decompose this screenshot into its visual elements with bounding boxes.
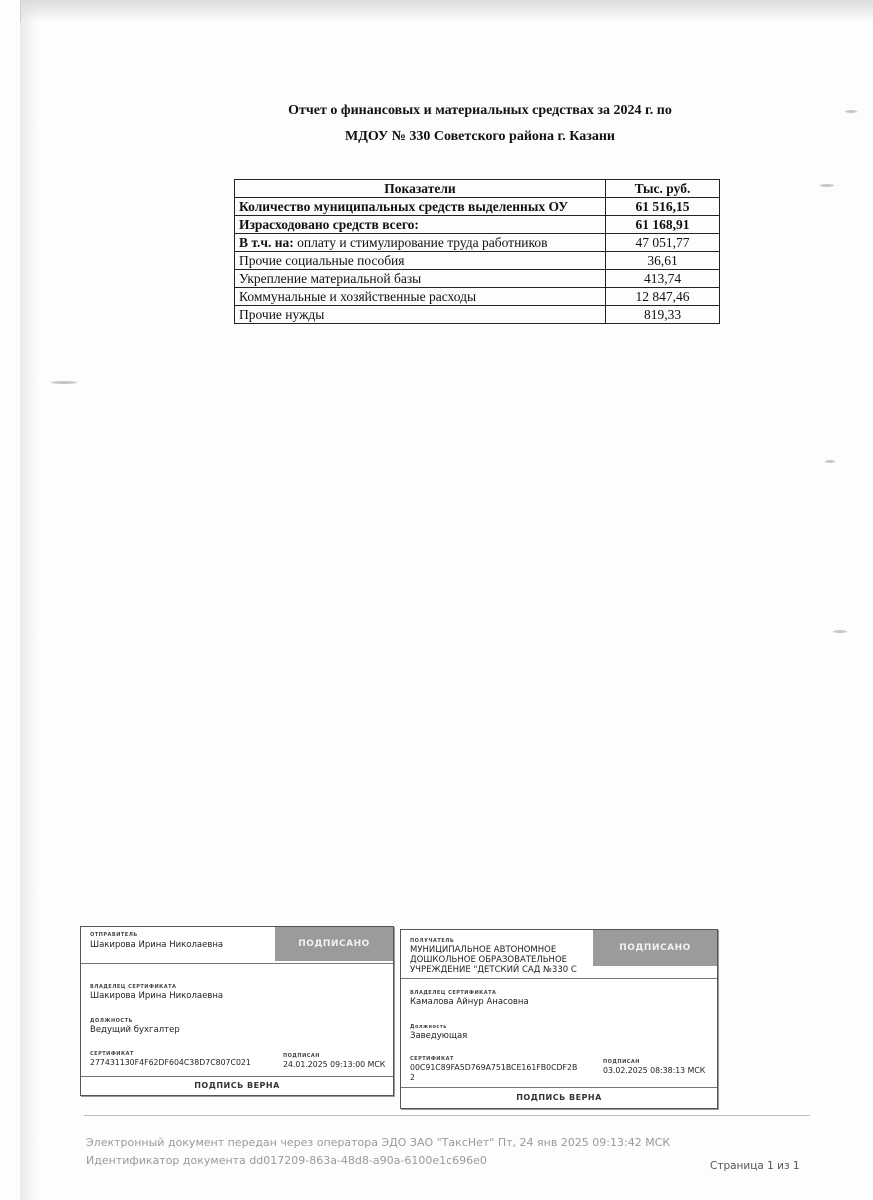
scan-speck	[820, 184, 834, 187]
certificate-number-line1: 00C91C89FA5D769A751BCE161FB0CDF2B	[410, 1063, 578, 1072]
recipient-name-line2: ДОШКОЛЬНОЕ ОБРАЗОВАТЕЛЬНОЕ	[410, 955, 568, 965]
sender-name: Шакирова Ирина Николаевна	[90, 940, 224, 950]
row-label: Коммунальные и хозяйственные расходы	[235, 288, 606, 306]
signed-label: ПОДПИСАН	[283, 1053, 320, 1059]
signed-stamp: ПОДПИСАНО	[275, 927, 393, 961]
table-row	[235, 288, 720, 306]
row-prefix: В т.ч. на:	[239, 234, 294, 250]
certificate-label: СЕРТИФИКАТ	[90, 1051, 134, 1057]
report-title-line2: МДОУ № 330 Советского района г. Казани	[345, 129, 615, 144]
certificate-number: 277431130F4F62DF604C38D7C807C021	[90, 1058, 251, 1067]
footer-divider	[84, 1115, 810, 1116]
recipient-name-line3: УЧРЕЖДЕНИЕ "ДЕТСКИЙ САД №330 С	[410, 965, 577, 975]
certificate-owner: Камалова Айнур Анасовна	[410, 997, 529, 1007]
row-label: Укрепление материальной базы	[235, 270, 606, 288]
position-value: Заведующая	[410, 1031, 468, 1041]
scan-edge-top	[20, 0, 873, 22]
report-title-line1: Отчет о финансовых и материальных средствах за 2024 г. по	[288, 103, 672, 118]
signature-verified: ПОДПИСЬ ВЕРНА	[516, 1093, 602, 1102]
row-label: Израсходовано средств всего:	[235, 216, 606, 234]
header-amount: Тыс. руб.	[606, 180, 720, 198]
sender-signature-card	[80, 926, 394, 1096]
owner-label: ВЛАДЕЛЕЦ СЕРТИФИКАТА	[410, 990, 497, 996]
certificate-owner: Шакирова Ирина Николаевна	[90, 991, 224, 1001]
scan-edge-left	[20, 0, 38, 1200]
owner-label: ВЛАДЕЛЕЦ СЕРТИФИКАТА	[90, 984, 177, 990]
row-value: 819,33	[606, 306, 720, 324]
row-label: Прочие нужды	[235, 306, 606, 324]
row-label-text: оплату и стимулирование труда работников	[293, 234, 548, 250]
certificate-number-line2: 2	[410, 1073, 415, 1082]
scan-speck	[51, 381, 77, 384]
signed-date: 03.02.2025 08:38:13 МСК	[603, 1066, 706, 1075]
table-row	[235, 234, 720, 252]
row-value: 61 168,91	[606, 216, 720, 234]
table-row	[235, 216, 720, 234]
scan-speck	[845, 110, 857, 113]
recipient-signature-card	[400, 929, 718, 1109]
row-label: Количество муниципальных средств выделенных ОУ	[235, 198, 606, 216]
scan-speck	[833, 630, 847, 633]
position-value: Ведущий бухгалтер	[90, 1025, 180, 1035]
table-header-row	[235, 180, 720, 198]
signed-stamp: ПОДПИСАНО	[593, 930, 717, 966]
recipient-name-line1: МУНИЦИПАЛЬНОЕ АВТОНОМНОЕ	[410, 945, 557, 955]
footer-document-id: Идентификатор документа dd017209-863a-48d8-a90a-6100e1c696e0	[86, 1154, 487, 1167]
row-label	[235, 234, 606, 252]
table-row	[235, 270, 720, 288]
row-value: 413,74	[606, 270, 720, 288]
finance-table	[234, 179, 720, 324]
row-value: 36,61	[606, 252, 720, 270]
table-row	[235, 198, 720, 216]
divider	[401, 978, 717, 979]
recipient-role-label: ПОЛУЧАТЕЛЬ	[410, 938, 455, 944]
row-label: Прочие социальные пособия	[235, 252, 606, 270]
row-value: 61 516,15	[606, 198, 720, 216]
signature-verified: ПОДПИСЬ ВЕРНА	[194, 1081, 280, 1090]
position-label: Должность	[410, 1024, 447, 1030]
divider	[81, 963, 393, 964]
table-row	[235, 252, 720, 270]
signed-label: ПОДПИСАН	[603, 1059, 640, 1065]
table-row	[235, 306, 720, 324]
footer-operator-note: Электронный документ передан через оператора ЭДО ЗАО "ТаксНет" Пт, 24 янв 2025 09:13:42 МСК	[86, 1136, 671, 1149]
row-value: 47 051,77	[606, 234, 720, 252]
page-number: Страница 1 из 1	[710, 1160, 800, 1172]
certificate-label: СЕРТИФИКАТ	[410, 1056, 454, 1062]
row-value: 12 847,46	[606, 288, 720, 306]
signed-date: 24.01.2025 09:13:00 МСК	[283, 1060, 386, 1069]
position-label: ДОЛЖНОСТЬ	[90, 1018, 133, 1024]
scan-speck	[825, 460, 835, 463]
header-indicators: Показатели	[235, 180, 606, 198]
sender-role-label: ОТПРАВИТЕЛЬ	[90, 932, 138, 938]
